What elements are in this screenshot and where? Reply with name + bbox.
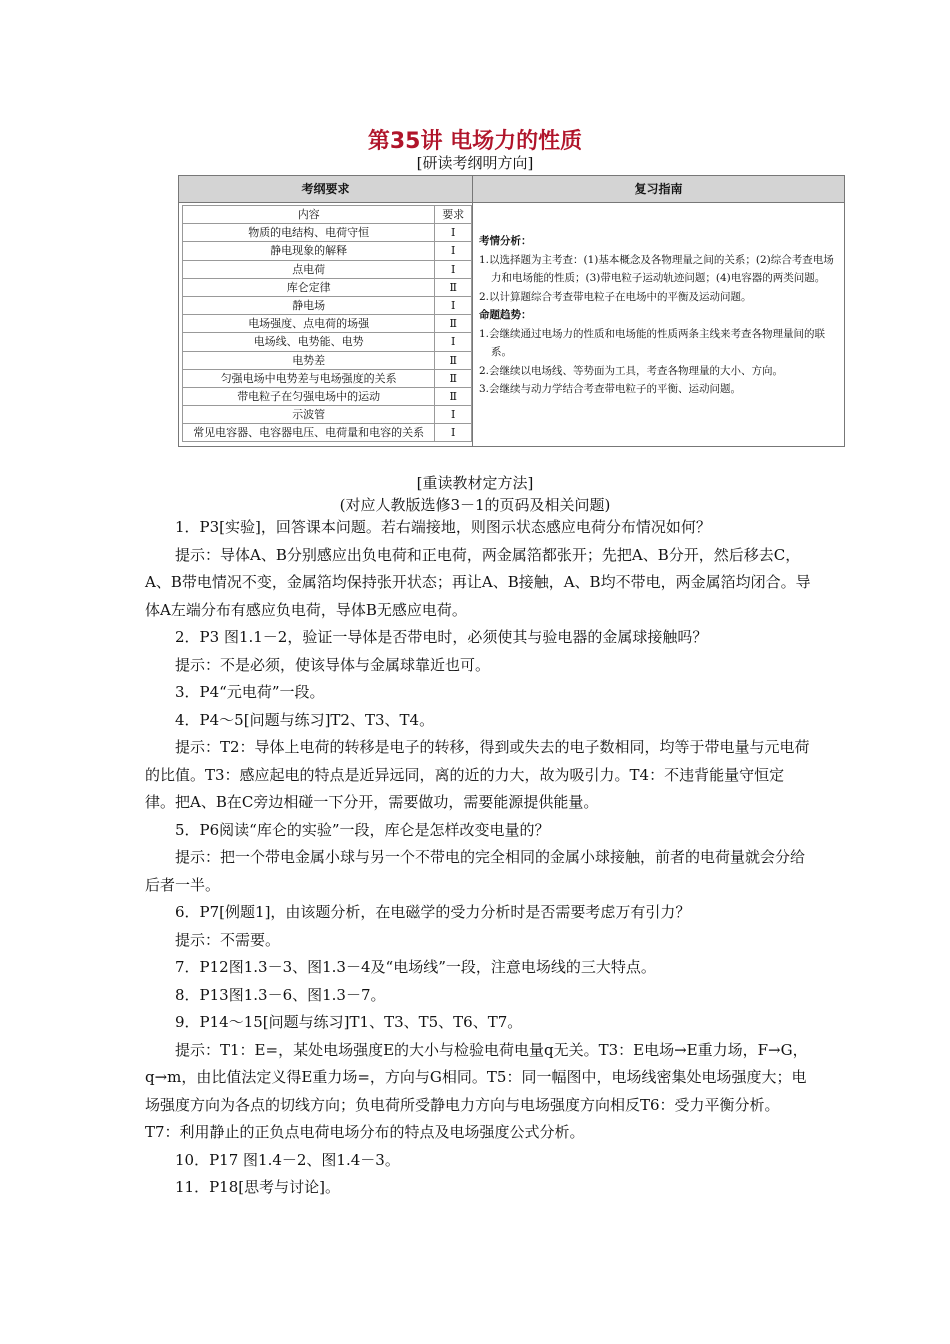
table-row [183, 406, 472, 424]
question-item: 3．P4“元电荷”一段。 [175, 683, 325, 701]
table-row [183, 369, 472, 387]
row-content: 物质的电结构、电荷守恒 [183, 224, 435, 242]
row-content: 静电现象的解释 [183, 242, 435, 260]
table-row [183, 351, 472, 369]
column-divider [472, 202, 473, 446]
row-requirement: Ⅱ [435, 387, 472, 405]
row-content: 电势差 [183, 351, 435, 369]
analysis-item: 2.以计算题综合考查带电粒子在电场中的平衡及运动问题。 [479, 290, 752, 303]
hint-answer: 提示：把一个带电金属小球与另一个不带电的完全相同的金属小球接触，前者的电荷量就会分给后者一半。 [145, 848, 806, 894]
row-requirement: Ⅰ [435, 424, 472, 442]
question-item: 2．P3 图1.1－2，验证一导体是否带电时，必须使其与验电器的金属球接触吗？ [175, 628, 708, 646]
col-content-header: 内容 [183, 206, 435, 224]
row-requirement: Ⅱ [435, 278, 472, 296]
table-row [183, 315, 472, 333]
table-row [183, 260, 472, 278]
question-item: 9．P14～15[问题与练习]T1、T3、T5、T6、T7。 [175, 1013, 523, 1031]
row-requirement: Ⅰ [435, 224, 472, 242]
header-review-guide: 复习指南 [634, 182, 683, 196]
trend-item: 1.会继续通过电场力的性质和电场能的性质两条主线来考查各物理量间的联系。 [479, 327, 826, 358]
page-title: 第35讲 电场力的性质 [367, 129, 583, 154]
syllabus-table [178, 175, 845, 447]
hint-answer: 提示：不需要。 [175, 930, 281, 949]
trend-title: 命题趋势： [479, 309, 532, 321]
table-row [183, 296, 472, 314]
row-content: 带电粒子在匀强电场中的运动 [183, 387, 435, 405]
table-row [183, 278, 472, 296]
question-item: 7．P12图1.3－3、图1.3－4及“电场线”一段，注意电场线的三大特点。 [175, 958, 656, 976]
hint-answer: 提示：导体A、B分别感应出负电荷和正电荷，两金属箔都张开；先把A、B分开，然后移去C，A、B带电情况不变，金属箔均保持张开状态；再让A、B接触，A、B均不带电，两金属箔均闭合。导体A左端分布有感应负电荷，导体B无感应电荷。 [145, 545, 811, 619]
section-note: (对应人教版选修3－1的页码及相关问题) [339, 496, 611, 514]
row-requirement: Ⅱ [435, 369, 472, 387]
section-heading-syllabus: [研读考纲明方向] [416, 154, 534, 172]
row-content: 点电荷 [183, 260, 435, 278]
row-content: 电场线、电势能、电势 [183, 333, 435, 351]
table-row [183, 224, 472, 242]
row-requirement: Ⅱ [435, 315, 472, 333]
section-heading-textbook: [重读教材定方法] [416, 474, 534, 492]
row-content: 示波管 [183, 406, 435, 424]
question-item: 1．P3[实验]，回答课本问题。若右端接地，则图示状态感应电荷分布情况如何？ [175, 518, 711, 536]
table-row [183, 333, 472, 351]
question-item: 4．P4～5[问题与练习]T2、T3、T4。 [175, 710, 435, 729]
table-row [183, 424, 472, 442]
hint-answer: 提示：不是必须，使该导体与金属球靠近也可。 [175, 655, 491, 674]
question-item: 10．P17 图1.4－2、图1.4－3。 [175, 1150, 400, 1169]
row-requirement: Ⅱ [435, 351, 472, 369]
question-item: 5．P6阅读“库仑的实验”一段，库仑是怎样改变电量的？ [175, 820, 550, 839]
analysis-title: 考情分析： [479, 235, 532, 247]
review-guide [479, 232, 839, 399]
table-row [183, 387, 472, 405]
grid-header-row [183, 206, 472, 224]
question-item: 8．P13图1.3－6、图1.3－7。 [175, 985, 386, 1004]
row-content: 库仑定律 [183, 278, 435, 296]
col-req-header: 要求 [435, 206, 472, 224]
row-requirement: Ⅰ [435, 333, 472, 351]
row-requirement: Ⅰ [435, 296, 472, 314]
trend-item: 2.会继续以电场线、等势面为工具，考查各物理量的大小、方向。 [479, 364, 784, 377]
requirements-grid [182, 205, 472, 442]
trend-item: 3.会继续与动力学结合考查带电粒子的平衡、运动问题。 [479, 383, 742, 395]
question-list [145, 514, 813, 1202]
row-requirement: Ⅰ [435, 242, 472, 260]
header-syllabus-requirements: 考纲要求 [179, 176, 473, 202]
row-content: 常见电容器、电容器电压、电荷量和电容的关系 [183, 424, 435, 442]
table-header [179, 176, 844, 203]
row-requirement: Ⅰ [435, 260, 472, 278]
row-content: 电场强度、点电荷的场强 [183, 315, 435, 333]
hint-answer: 提示：T2：导体上电荷的转移是电子的转移，得到或失去的电子数相同，均等于带电量与元电荷的比值。T3：感应起电的特点是近异远同，离的近的力大，故为吸引力。T4：不违背能量守恒定律。把A、B在C旁边相碰一下分开，需要做功，需要能源提供能量。 [145, 738, 810, 811]
row-content: 匀强电场中电势差与电场强度的关系 [183, 369, 435, 387]
row-requirement: Ⅰ [435, 406, 472, 424]
table-row [183, 242, 472, 260]
question-item: 11．P18[思考与讨论]。 [175, 1178, 340, 1196]
row-content: 静电场 [183, 296, 435, 314]
hint-answer: 提示：T1：E=，某处电场强度E的大小与检验电荷电量q无关。T3：E电场→E重力场，F→G，q→m，由比值法定义得E重力场=，方向与G相同。T5：同一幅图中，电场线密集处电场强度大；电场强度方向为各点的切线方向；负电荷所受静电力方向与电场强度方向相反T6：受力平衡分析。T7：利用静止的正负点电荷电场分布的特点及电场强度公式分析。 [145, 1040, 808, 1141]
question-item: 6．P7[例题1]，由该题分析，在电磁学的受力分析时是否需要考虑万有引力？ [175, 903, 691, 921]
analysis-item: 1.以选择题为主考查：(1)基本概念及各物理量之间的关系；(2)综合考查电场力和电场能的性质；(3)带电粒子运动轨迹问题；(4)电容器的两类问题。 [479, 253, 834, 284]
